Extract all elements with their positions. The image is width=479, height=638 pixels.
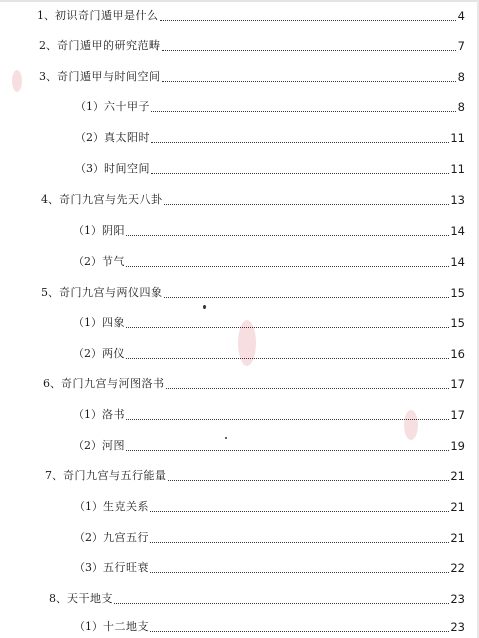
- toc-entry[interactable]: [45, 468, 465, 484]
- toc-entry[interactable]: [39, 69, 465, 85]
- toc-entry-page: 23: [450, 592, 465, 606]
- dot-leader: [126, 256, 449, 267]
- toc-entry-page: 17: [450, 408, 465, 422]
- toc-entry-page: 21: [450, 531, 465, 545]
- toc-entry-number: 5、: [41, 286, 59, 299]
- toc-entry[interactable]: [75, 130, 465, 146]
- dot-leader: [151, 163, 449, 174]
- toc-entry[interactable]: [73, 254, 465, 270]
- toc-entry-title: 生克关系: [103, 500, 149, 513]
- toc-entry-page: 21: [450, 469, 465, 483]
- red-stain-mark: [12, 70, 22, 92]
- dot-leader: [164, 287, 450, 298]
- toc-entry-number: 8、: [49, 592, 67, 605]
- toc-entry-number: 6、: [43, 377, 61, 390]
- dot-leader: [150, 532, 449, 543]
- dot-leader: [162, 71, 457, 82]
- dot-leader: [126, 225, 449, 236]
- toc-entry-page: 21: [450, 500, 465, 514]
- toc-entry-page: 11: [450, 131, 465, 145]
- dot-leader: [160, 10, 457, 21]
- dot-leader: [164, 194, 450, 205]
- toc-entry-page: 7: [457, 39, 465, 53]
- toc-entry-page: 8: [457, 70, 465, 84]
- toc-entry[interactable]: [41, 285, 465, 301]
- toc-entry-page: 15: [450, 286, 465, 300]
- toc-entry-page: 8: [457, 100, 465, 114]
- toc-entry-number: （3）: [74, 561, 103, 574]
- dot-leader: [162, 40, 457, 51]
- toc-entry-page: 15: [450, 316, 465, 330]
- toc-entry[interactable]: [74, 499, 465, 515]
- toc-entry-page: 11: [450, 162, 465, 176]
- dot-leader: [168, 470, 450, 481]
- toc-entry-number: 2、: [39, 39, 57, 52]
- toc-entry-page: 23: [450, 620, 465, 634]
- toc-entry-title: 奇门遁甲的研究范畴: [57, 39, 161, 52]
- toc-entry[interactable]: [73, 407, 465, 423]
- toc-entry-number: （1）: [75, 100, 104, 113]
- toc-entry-number: 7、: [45, 469, 63, 482]
- toc-entry-number: 1、: [37, 9, 55, 22]
- toc-entry-page: 13: [450, 193, 465, 207]
- toc-entry-number: （2）: [73, 347, 102, 360]
- toc-entry-page: 19: [450, 439, 465, 453]
- toc-entry[interactable]: [74, 530, 465, 546]
- toc-entry[interactable]: [74, 560, 465, 576]
- toc-entry[interactable]: [75, 161, 465, 177]
- toc-entry-title: 四象: [102, 316, 125, 329]
- dot-leader: [126, 317, 449, 328]
- toc-entry[interactable]: [43, 376, 465, 392]
- dot-leader: [151, 132, 449, 143]
- toc-entry-number: （1）: [74, 500, 103, 513]
- dot-leader: [166, 378, 450, 389]
- top-border: [0, 0, 479, 2]
- toc-entry-number: （2）: [73, 439, 102, 452]
- toc-entry-number: （3）: [75, 162, 104, 175]
- dot-leader: [150, 621, 449, 632]
- toc-entry-number: （1）: [73, 224, 102, 237]
- dot-leader: [150, 562, 449, 573]
- toc-entry-number: （2）: [75, 131, 104, 144]
- dot-leader: [150, 501, 449, 512]
- toc-entry-number: （2）: [73, 255, 102, 268]
- toc-entry-title: 两仪: [102, 347, 125, 360]
- toc-entry-title: 奇门九宫与五行能量: [63, 469, 167, 482]
- ink-speck: [203, 305, 206, 309]
- toc-entry-title: 奇门九宫与河图洛书: [61, 377, 165, 390]
- toc-entry-number: 4、: [41, 193, 59, 206]
- dot-leader: [114, 593, 449, 604]
- dot-leader: [126, 440, 449, 451]
- toc-entry-number: （1）: [73, 316, 102, 329]
- toc-entry-title: 阴阳: [102, 224, 125, 237]
- toc-entry-title: 五行旺衰: [103, 561, 149, 574]
- dot-leader: [126, 409, 449, 420]
- toc-entry-number: （1）: [74, 620, 103, 633]
- toc-entry-title: 河图: [102, 439, 125, 452]
- toc-entry-title: 奇门九宫与先天八卦: [59, 193, 163, 206]
- toc-entry-title: 十二地支: [103, 620, 149, 633]
- toc-entry-page: 4: [457, 9, 465, 23]
- toc-entry[interactable]: [75, 99, 465, 115]
- toc-entry[interactable]: [41, 192, 465, 208]
- toc-entry-title: 六十甲子: [104, 100, 150, 113]
- toc-entry[interactable]: [74, 619, 465, 635]
- toc-entry-title: 天干地支: [67, 592, 113, 605]
- toc-entry[interactable]: [39, 38, 465, 54]
- toc-entry-page: 17: [450, 377, 465, 391]
- toc-entry-title: 时间空间: [104, 162, 150, 175]
- toc-entry-number: （2）: [74, 531, 103, 544]
- toc-entry-page: 22: [450, 561, 465, 575]
- toc-entry-page: 16: [450, 347, 465, 361]
- toc-entry-title: 初识奇门遁甲是什么: [55, 9, 159, 22]
- toc-entry-title: 真太阳时: [104, 131, 150, 144]
- toc-entry[interactable]: [73, 315, 465, 331]
- toc-entry-title: 奇门九宫与两仪四象: [59, 286, 163, 299]
- toc-entry-title: 九宫五行: [103, 531, 149, 544]
- toc-entry-number: 3、: [39, 70, 57, 83]
- toc-entry[interactable]: [73, 346, 465, 362]
- toc-entry-title: 奇门遁甲与时间空间: [57, 70, 161, 83]
- toc-entry[interactable]: [73, 223, 465, 239]
- toc-entry-title: 洛书: [102, 408, 125, 421]
- toc-entry-page: 14: [450, 224, 465, 238]
- toc-entry-title: 节气: [102, 255, 125, 268]
- toc-entry-number: （1）: [73, 408, 102, 421]
- dot-leader: [151, 101, 456, 112]
- toc-entry[interactable]: [73, 438, 465, 454]
- toc-entry[interactable]: [37, 8, 465, 24]
- toc-entry[interactable]: [49, 591, 465, 607]
- toc-entry-page: 14: [450, 255, 465, 269]
- dot-leader: [126, 348, 449, 359]
